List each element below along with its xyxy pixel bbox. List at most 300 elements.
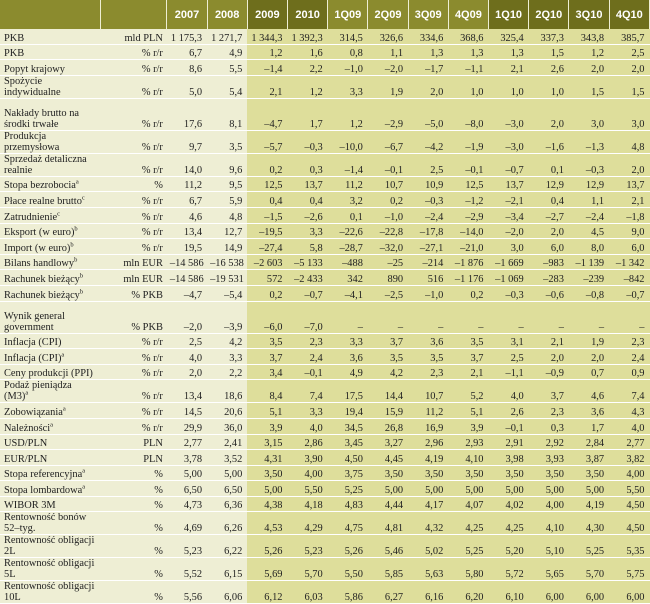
- column-header: 2007: [167, 0, 207, 29]
- table-cell: 2,6: [529, 60, 569, 76]
- footnote-marker: a: [25, 389, 29, 397]
- table-cell: 1,6: [287, 44, 327, 60]
- row-label: [0, 512, 101, 535]
- table-cell: 4,44: [368, 496, 408, 512]
- table-cell: 890: [368, 270, 408, 286]
- row-label: [0, 207, 101, 223]
- table-cell: –842: [609, 270, 649, 286]
- row-label: [0, 465, 101, 481]
- table-cell: 3,5: [247, 333, 287, 349]
- table-cell: 6,7: [167, 192, 207, 208]
- table-cell: –1 669: [489, 254, 529, 270]
- table-cell: 5,1: [247, 403, 287, 419]
- row-label: [0, 130, 101, 153]
- column-header: 1Q10: [489, 0, 529, 29]
- row-unit: %: [101, 558, 167, 581]
- table-cell: 1,2: [247, 44, 287, 60]
- row-label: [0, 44, 101, 60]
- table-cell: –21,0: [448, 239, 488, 255]
- table-cell: 4,25: [448, 512, 488, 535]
- row-unit: % r/r: [101, 98, 167, 130]
- row-label: [0, 380, 101, 403]
- table-cell: –2 433: [287, 270, 327, 286]
- table-cell: 4,53: [247, 512, 287, 535]
- row-label-text: Nakłady brutto na środki trwałe: [4, 107, 80, 130]
- table-row: [0, 535, 650, 558]
- footnote-marker: b: [79, 272, 84, 280]
- table-cell: 5,25: [569, 535, 609, 558]
- table-cell: –7,0: [287, 301, 327, 333]
- table-cell: –1,4: [328, 153, 368, 176]
- table-row: [0, 207, 650, 223]
- table-cell: 4,10: [529, 512, 569, 535]
- table-cell: 11,2: [328, 176, 368, 192]
- table-cell: 5,1: [448, 403, 488, 419]
- table-cell: 4,00: [529, 496, 569, 512]
- table-cell: 1,2: [569, 44, 609, 60]
- table-cell: –6,7: [368, 130, 408, 153]
- table-cell: 5,86: [328, 581, 368, 604]
- table-cell: 5,00: [207, 465, 247, 481]
- row-unit: %: [101, 481, 167, 497]
- row-unit: mld PLN: [101, 29, 167, 44]
- table-cell: 6,00: [569, 581, 609, 604]
- table-cell: 5,00: [569, 481, 609, 497]
- table-cell: 4,5: [569, 223, 609, 239]
- table-cell: 1,0: [448, 75, 488, 98]
- table-cell: 2,3: [408, 364, 448, 380]
- row-label: [0, 333, 101, 349]
- table-cell: 5,9: [207, 192, 247, 208]
- table-cell: –32,0: [368, 239, 408, 255]
- table-cell: 4,00: [609, 465, 649, 481]
- table-cell: 2,1: [489, 60, 529, 76]
- table-cell: 2,0: [609, 60, 649, 76]
- table-cell: 2,4: [609, 349, 649, 365]
- table-cell: 3,3: [207, 349, 247, 365]
- row-label: [0, 418, 101, 434]
- table-cell: –1,8: [609, 207, 649, 223]
- row-unit: % r/r: [101, 349, 167, 365]
- table-cell: 13,4: [167, 380, 207, 403]
- table-cell: 6,50: [167, 481, 207, 497]
- table-row: [0, 223, 650, 239]
- table-cell: –27,1: [408, 239, 448, 255]
- table-cell: –239: [569, 270, 609, 286]
- table-cell: 3,3: [287, 403, 327, 419]
- table-cell: –4,1: [328, 285, 368, 301]
- table-cell: 2,2: [207, 364, 247, 380]
- table-cell: –: [408, 301, 448, 333]
- table-cell: 4,0: [167, 349, 207, 365]
- table-cell: 2,3: [609, 333, 649, 349]
- table-body: [0, 29, 650, 604]
- row-unit: mln EUR: [101, 270, 167, 286]
- table-cell: 5,8: [287, 239, 327, 255]
- table-cell: 4,50: [609, 512, 649, 535]
- table-cell: 5,56: [167, 581, 207, 604]
- table-cell: 5,00: [167, 465, 207, 481]
- row-label: [0, 239, 101, 255]
- row-unit: % PKB: [101, 301, 167, 333]
- table-cell: 2,0: [167, 364, 207, 380]
- table-cell: –0,7: [489, 153, 529, 176]
- table-cell: 4,25: [489, 512, 529, 535]
- table-cell: 5,00: [368, 481, 408, 497]
- table-cell: 2,5: [408, 153, 448, 176]
- row-label-text: Należności: [4, 422, 51, 434]
- row-label-text: PKB: [4, 48, 25, 60]
- table-row: [0, 465, 650, 481]
- table-cell: 3,7: [368, 333, 408, 349]
- table-row: [0, 512, 650, 535]
- row-label: [0, 98, 101, 130]
- table-cell: –4,7: [167, 285, 207, 301]
- row-unit: % r/r: [101, 153, 167, 176]
- row-label: [0, 29, 101, 44]
- table-cell: 5,00: [247, 481, 287, 497]
- table-row: [0, 60, 650, 76]
- table-cell: –0,1: [287, 364, 327, 380]
- table-cell: 0,4: [287, 192, 327, 208]
- table-cell: 572: [247, 270, 287, 286]
- table-cell: –: [529, 301, 569, 333]
- row-unit: %: [101, 465, 167, 481]
- row-label-text: Rentowność bonów 52–tyg.: [4, 512, 87, 535]
- table-cell: 4,8: [609, 130, 649, 153]
- table-cell: –0,6: [529, 285, 569, 301]
- table-cell: –0,7: [609, 285, 649, 301]
- table-cell: 5,25: [448, 535, 488, 558]
- table-row: [0, 434, 650, 450]
- table-cell: 6,00: [609, 581, 649, 604]
- table-header: [0, 0, 650, 29]
- table-cell: 3,5: [408, 349, 448, 365]
- table-cell: 2,96: [408, 434, 448, 450]
- row-label-text: Popyt krajowy: [4, 63, 65, 75]
- table-cell: 19,5: [167, 239, 207, 255]
- table-cell: 6,0: [609, 239, 649, 255]
- table-cell: 2,4: [287, 349, 327, 365]
- row-label: [0, 450, 101, 466]
- table-cell: –0,1: [489, 418, 529, 434]
- table-row: [0, 192, 650, 208]
- table-cell: 0,4: [247, 192, 287, 208]
- table-cell: 4,19: [408, 450, 448, 466]
- row-label: [0, 223, 101, 239]
- table-cell: –1,3: [569, 130, 609, 153]
- table-cell: 3,0: [569, 98, 609, 130]
- table-cell: –0,3: [287, 130, 327, 153]
- row-unit: % r/r: [101, 192, 167, 208]
- table-cell: 5,85: [368, 558, 408, 581]
- table-cell: 2,5: [609, 44, 649, 60]
- table-cell: 1,3: [448, 44, 488, 60]
- table-cell: 4,0: [287, 418, 327, 434]
- table-cell: –2,4: [408, 207, 448, 223]
- table-cell: –214: [408, 254, 448, 270]
- row-label-text: Zatrudnienie: [4, 211, 58, 223]
- table-cell: 3,7: [247, 349, 287, 365]
- table-cell: –1 876: [448, 254, 488, 270]
- footnote-marker: a: [61, 351, 65, 359]
- table-cell: 1,5: [529, 44, 569, 60]
- table-cell: 9,6: [207, 153, 247, 176]
- table-cell: –: [609, 301, 649, 333]
- table-cell: 3,9: [247, 418, 287, 434]
- table-cell: 3,50: [408, 465, 448, 481]
- row-label-text: Rentowność obligacji 10L: [4, 581, 95, 604]
- table-cell: –983: [529, 254, 569, 270]
- table-cell: –0,8: [569, 285, 609, 301]
- table-cell: 3,3: [328, 75, 368, 98]
- table-cell: 337,3: [529, 29, 569, 44]
- table-cell: 343,8: [569, 29, 609, 44]
- table-cell: 4,0: [489, 380, 529, 403]
- table-cell: 16,9: [408, 418, 448, 434]
- table-cell: –0,3: [489, 285, 529, 301]
- table-cell: –2,0: [167, 301, 207, 333]
- table-cell: 6,27: [368, 581, 408, 604]
- row-label: [0, 434, 101, 450]
- row-unit: %: [101, 176, 167, 192]
- row-label-text: Rentowność obligacji 2L: [4, 535, 95, 558]
- table-cell: 11,2: [167, 176, 207, 192]
- row-label: [0, 349, 101, 365]
- table-row: [0, 29, 650, 44]
- table-cell: 3,98: [489, 450, 529, 466]
- table-cell: –1,1: [489, 364, 529, 380]
- row-unit: % r/r: [101, 60, 167, 76]
- table-cell: 1,9: [569, 333, 609, 349]
- table-cell: 3,52: [207, 450, 247, 466]
- row-unit: % r/r: [101, 207, 167, 223]
- row-unit: % r/r: [101, 44, 167, 60]
- row-label: [0, 75, 101, 98]
- table-cell: –1,0: [368, 207, 408, 223]
- table-cell: 8,0: [569, 239, 609, 255]
- table-cell: 0,2: [448, 285, 488, 301]
- table-cell: –: [569, 301, 609, 333]
- table-cell: 10,7: [368, 176, 408, 192]
- table-cell: 6,50: [207, 481, 247, 497]
- table-cell: –: [328, 301, 368, 333]
- table-cell: 3,50: [489, 465, 529, 481]
- table-row: [0, 153, 650, 176]
- table-cell: 0,2: [247, 285, 287, 301]
- table-cell: 1,2: [328, 98, 368, 130]
- row-label: [0, 60, 101, 76]
- table-cell: 1 271,7: [207, 29, 247, 44]
- table-row: [0, 239, 650, 255]
- table-row: [0, 333, 650, 349]
- table-cell: 0,7: [569, 364, 609, 380]
- table-cell: 3,75: [328, 465, 368, 481]
- footnote-marker: a: [82, 483, 86, 491]
- row-unit: % r/r: [101, 239, 167, 255]
- column-header: 2009: [247, 0, 287, 29]
- table-cell: –0,9: [529, 364, 569, 380]
- footnote-marker: a: [50, 421, 54, 429]
- table-cell: 5,20: [489, 535, 529, 558]
- table-cell: 3,5: [368, 349, 408, 365]
- table-cell: 314,5: [328, 29, 368, 44]
- table-cell: 2,86: [287, 434, 327, 450]
- table-cell: 325,4: [489, 29, 529, 44]
- table-cell: 2,84: [569, 434, 609, 450]
- table-cell: 2,6: [489, 403, 529, 419]
- table-cell: 2,3: [529, 403, 569, 419]
- table-cell: –1,9: [448, 130, 488, 153]
- table-cell: –2,6: [287, 207, 327, 223]
- table-cell: 334,6: [408, 29, 448, 44]
- table-cell: 11,2: [408, 403, 448, 419]
- table-cell: 4,38: [247, 496, 287, 512]
- table-cell: 4,3: [609, 403, 649, 419]
- table-cell: 1,2: [287, 75, 327, 98]
- table-row: [0, 581, 650, 604]
- table-cell: 5,00: [408, 481, 448, 497]
- table-row: [0, 496, 650, 512]
- table-cell: 4,19: [569, 496, 609, 512]
- table-cell: –4,7: [247, 98, 287, 130]
- column-header: 1Q09: [328, 0, 368, 29]
- table-cell: –3,9: [207, 301, 247, 333]
- table-cell: 3,7: [448, 349, 488, 365]
- row-unit: % r/r: [101, 364, 167, 380]
- row-label-text: Import (w euro): [4, 242, 71, 254]
- table-cell: 5,4: [207, 75, 247, 98]
- table-cell: –1,2: [448, 192, 488, 208]
- table-cell: 5,10: [529, 535, 569, 558]
- table-cell: 17,6: [167, 98, 207, 130]
- table-row: [0, 349, 650, 365]
- table-cell: 1,3: [408, 44, 448, 60]
- table-cell: 3,50: [448, 465, 488, 481]
- table-cell: 5,72: [489, 558, 529, 581]
- table-row: [0, 558, 650, 581]
- table-cell: 2,1: [609, 192, 649, 208]
- row-label-text: Ceny produkcji (PPI): [4, 368, 93, 380]
- table-row: [0, 301, 650, 333]
- table-cell: 4,29: [287, 512, 327, 535]
- row-label-text: Inflacja (CPI): [4, 337, 62, 349]
- table-cell: –0,1: [368, 153, 408, 176]
- footnote-marker: b: [74, 225, 78, 233]
- table-cell: 36,0: [207, 418, 247, 434]
- table-cell: 7,4: [609, 380, 649, 403]
- table-cell: 6,20: [448, 581, 488, 604]
- table-row: [0, 270, 650, 286]
- table-cell: 342: [328, 270, 368, 286]
- table-row: [0, 481, 650, 497]
- table-cell: 4,9: [328, 364, 368, 380]
- table-cell: –22,8: [368, 223, 408, 239]
- table-cell: 18,6: [207, 380, 247, 403]
- table-cell: 13,7: [609, 176, 649, 192]
- table-cell: 2,1: [247, 75, 287, 98]
- row-label-text: WIBOR 3M: [4, 500, 56, 512]
- table-row: [0, 176, 650, 192]
- table-cell: –: [448, 301, 488, 333]
- table-cell: 2,1: [529, 333, 569, 349]
- table-cell: –5,4: [207, 285, 247, 301]
- table-cell: –28,7: [328, 239, 368, 255]
- row-unit: %: [101, 496, 167, 512]
- table-cell: 0,4: [529, 192, 569, 208]
- table-cell: –1 176: [448, 270, 488, 286]
- table-cell: 29,9: [167, 418, 207, 434]
- table-cell: –17,8: [408, 223, 448, 239]
- row-unit: % r/r: [101, 380, 167, 403]
- row-label: [0, 270, 101, 286]
- table-cell: 5,00: [448, 481, 488, 497]
- table-cell: 14,9: [207, 239, 247, 255]
- table-cell: 2,92: [529, 434, 569, 450]
- table-cell: 2,3: [287, 333, 327, 349]
- row-label-text: Eksport (w euro): [4, 227, 75, 239]
- table-cell: –2,4: [569, 207, 609, 223]
- table-cell: –27,4: [247, 239, 287, 255]
- footnote-marker: a: [75, 178, 79, 186]
- row-label-text: Stopa lombardowa: [4, 484, 83, 496]
- table-cell: –1,7: [408, 60, 448, 76]
- table-cell: –5,0: [408, 98, 448, 130]
- row-label: [0, 364, 101, 380]
- table-cell: 5,02: [408, 535, 448, 558]
- column-header: [101, 0, 167, 29]
- table-row: [0, 364, 650, 380]
- row-label-text: Rachunek bieżący: [4, 273, 80, 285]
- table-cell: 4,50: [328, 450, 368, 466]
- table-cell: 1,1: [569, 192, 609, 208]
- table-cell: 3,2: [328, 192, 368, 208]
- table-cell: 0,2: [247, 153, 287, 176]
- table-cell: 3,1: [489, 333, 529, 349]
- table-cell: 5,50: [287, 481, 327, 497]
- table-cell: 12,9: [529, 176, 569, 192]
- table-cell: –1,5: [247, 207, 287, 223]
- table-cell: 2,0: [529, 98, 569, 130]
- table-cell: –14 586: [167, 254, 207, 270]
- table-cell: 6,0: [529, 239, 569, 255]
- table-cell: 2,77: [609, 434, 649, 450]
- table-cell: –: [489, 301, 529, 333]
- table-cell: –1 139: [569, 254, 609, 270]
- row-unit: % r/r: [101, 75, 167, 98]
- table-cell: –6,0: [247, 301, 287, 333]
- table-cell: 13,7: [489, 176, 529, 192]
- row-unit: % r/r: [101, 403, 167, 419]
- table-cell: –: [368, 301, 408, 333]
- table-cell: 1,5: [569, 75, 609, 98]
- table-cell: 5,00: [489, 481, 529, 497]
- table-cell: 2,2: [287, 60, 327, 76]
- row-unit: %: [101, 512, 167, 535]
- table-cell: 3,50: [368, 465, 408, 481]
- table-cell: 2,91: [489, 434, 529, 450]
- table-cell: –1,1: [448, 60, 488, 76]
- row-unit: % r/r: [101, 223, 167, 239]
- row-label-text: Inflacja (CPI): [4, 352, 62, 364]
- row-label-text: Zobowiązania: [4, 406, 63, 418]
- table-cell: –3,0: [489, 130, 529, 153]
- table-cell: 4,6: [167, 207, 207, 223]
- table-cell: 4,32: [408, 512, 448, 535]
- header-row: [0, 0, 650, 29]
- table-cell: 368,6: [448, 29, 488, 44]
- table-cell: 2,1: [448, 364, 488, 380]
